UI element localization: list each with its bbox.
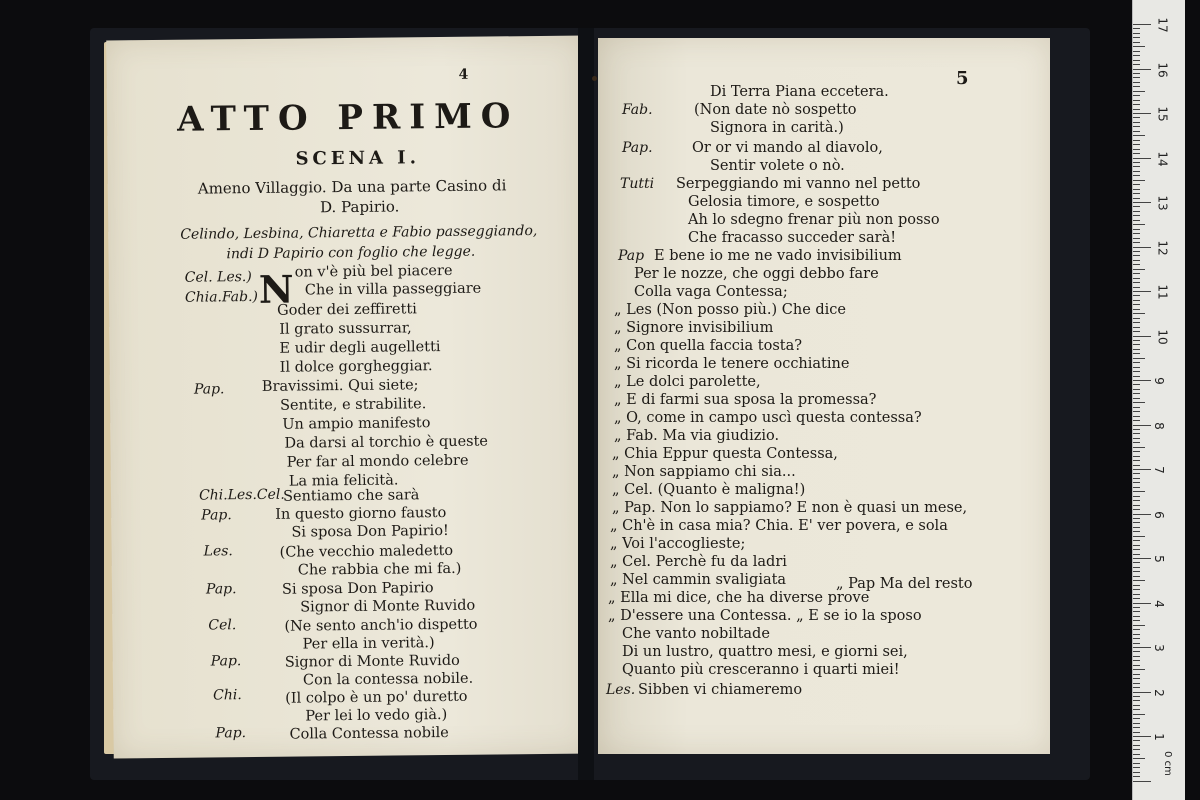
ruler-tick	[1133, 28, 1140, 29]
verse-line: (Ne sento anch'io dispetto	[284, 616, 478, 635]
ruler-tick	[1133, 389, 1140, 390]
ruler-number: 11	[1155, 284, 1170, 300]
ruler-tick	[1133, 496, 1140, 497]
verse-line: „ Cel. Perchè fu da ladri	[610, 554, 787, 570]
ruler-tick	[1133, 100, 1140, 101]
ruler-tick	[1133, 692, 1151, 693]
verse-line: Si sposa Don Papirio	[281, 580, 434, 598]
speaker-label: Cel.	[208, 617, 237, 634]
ruler-tick	[1133, 171, 1140, 172]
verse-line: Signora in carità.)	[710, 120, 844, 136]
ruler-tick	[1133, 745, 1140, 746]
ruler-tick	[1133, 482, 1140, 483]
ruler-tick	[1133, 425, 1151, 426]
verse-line: „ Pap Ma del resto	[836, 576, 973, 592]
ruler-tick	[1133, 91, 1145, 92]
speaker-label: Chia.Fab.)	[184, 288, 259, 306]
ruler-tick	[1133, 665, 1140, 666]
ruler-number: 16	[1155, 61, 1170, 78]
ruler-tick	[1133, 634, 1140, 635]
ruler-tick	[1133, 781, 1151, 782]
verse-line: E bene io me ne vado invisibilium	[654, 248, 902, 264]
verse-line: Sentir volete o nò.	[710, 158, 845, 174]
verse-line: „ Ella mi dice, che ha diverse prove	[608, 590, 870, 606]
ruler-tick	[1133, 411, 1140, 412]
ruler-tick	[1133, 109, 1140, 110]
ruler-tick	[1133, 24, 1151, 25]
ruler-tick	[1133, 491, 1145, 492]
speaker-label: Les.	[606, 682, 636, 698]
ruler-tick	[1133, 131, 1140, 132]
ruler-number: 13	[1155, 195, 1170, 211]
speaker-label: Pap.	[193, 381, 225, 398]
verse-line: „ Voi l'accoglieste;	[610, 536, 746, 552]
ruler-tick	[1133, 380, 1151, 381]
verse-line: Quanto più cresceranno i quarti miei!	[622, 662, 900, 678]
ruler-tick	[1133, 700, 1140, 701]
ruler-tick	[1133, 562, 1140, 563]
ruler-tick	[1133, 229, 1140, 230]
ruler-number: 5	[1151, 555, 1166, 563]
ruler-tick	[1133, 260, 1140, 261]
ruler-tick	[1133, 340, 1140, 341]
ruler-tick	[1133, 206, 1140, 207]
ruler-tick	[1133, 616, 1140, 617]
verse-line: Di Terra Piana eccetera.	[710, 84, 889, 100]
speaker-label: Les.	[203, 543, 233, 560]
verse-line: Signor di Monte Ruvido	[300, 597, 476, 616]
right-page-number: 5	[956, 68, 969, 89]
ruler-tick	[1133, 300, 1140, 301]
ruler-tick	[1133, 420, 1140, 421]
ruler-tick	[1133, 398, 1140, 399]
ruler-tick	[1133, 126, 1140, 127]
ruler-tick	[1133, 175, 1140, 176]
ruler-tick	[1133, 180, 1145, 181]
speaker-label: Chi.	[213, 687, 242, 704]
verse-line: „ Ch'è in casa mia? Chia. E' ver povera, e sola	[610, 518, 948, 534]
ruler-tick	[1133, 620, 1140, 621]
ruler-tick	[1133, 460, 1140, 461]
ruler-tick	[1133, 607, 1140, 608]
verse-line: Da darsi al torchio è queste	[284, 433, 489, 452]
ruler-tick	[1133, 554, 1140, 555]
ruler-number: 9	[1151, 377, 1166, 385]
ruler-tick	[1133, 149, 1140, 150]
verse-line: Ah lo sdegno frenar più non posso	[688, 212, 940, 228]
ruler-tick	[1133, 318, 1140, 319]
verse-line: Si sposa Don Papirio!	[291, 522, 449, 541]
ruler-tick	[1133, 51, 1140, 52]
ruler-tick	[1133, 718, 1140, 719]
verse-line: „ Cel. (Quanto è maligna!)	[612, 482, 806, 498]
ruler-tick	[1133, 407, 1140, 408]
ruler-tick	[1133, 660, 1140, 661]
ruler-tick	[1133, 255, 1140, 256]
ruler-tick	[1133, 465, 1140, 466]
ruler-tick	[1133, 758, 1145, 759]
ruler-tick	[1133, 589, 1140, 590]
ruler-unit-label: 0 cm	[1161, 751, 1173, 776]
verse-line: Per far al mondo celebre	[286, 452, 469, 471]
speaker-label: Pap.	[205, 581, 237, 598]
ruler-tick	[1133, 344, 1140, 345]
verse-line: Che rabbia che mi fa.)	[297, 560, 462, 579]
speaker-label: Chi.Les.Cel.	[198, 486, 285, 504]
ruler-number: 2	[1151, 688, 1166, 697]
speaker-label: Fab.	[622, 102, 653, 118]
verse-line: La mia felicità.	[288, 472, 399, 490]
verse-line: Gelosia timore, e sospetto	[688, 194, 880, 210]
ruler-tick	[1133, 763, 1140, 764]
ruler-tick	[1133, 140, 1140, 141]
ruler-tick	[1133, 336, 1151, 337]
ruler-tick	[1133, 651, 1140, 652]
ruler-tick	[1133, 678, 1140, 679]
ruler-tick	[1133, 122, 1140, 123]
ruler-tick	[1133, 500, 1140, 501]
setting-line-1: Ameno Villaggio. Da una parte Casino di	[197, 176, 507, 198]
ruler-tick	[1133, 522, 1140, 523]
ruler-tick	[1133, 696, 1140, 697]
drop-cap: N	[258, 266, 294, 312]
ruler-tick	[1133, 242, 1140, 243]
ruler-tick	[1133, 233, 1140, 234]
ruler-tick	[1133, 211, 1140, 212]
ruler-tick	[1133, 215, 1140, 216]
ruler-tick	[1133, 514, 1151, 515]
ruler-tick	[1133, 580, 1145, 581]
ruler-tick	[1133, 393, 1140, 394]
verse-line: Bravissimi. Qui siete;	[261, 377, 419, 395]
ruler-tick	[1133, 42, 1140, 43]
speaker-label: Pap.	[215, 725, 247, 742]
ruler-tick	[1133, 309, 1140, 310]
ruler-tick	[1133, 594, 1140, 595]
ruler-tick	[1133, 509, 1140, 510]
ruler-tick	[1133, 643, 1140, 644]
ruler-tick	[1133, 358, 1145, 359]
ruler-tick	[1133, 478, 1140, 479]
ruler-tick	[1133, 349, 1140, 350]
ruler-tick	[1133, 202, 1151, 203]
verse-line: „ O, come in campo uscì questa contessa?	[614, 410, 922, 426]
verse-line: Che in villa passeggiare	[304, 280, 482, 299]
ruler-tick	[1133, 429, 1140, 430]
speaker-label: Pap	[618, 248, 645, 264]
verse-line: Per ella in verità.)	[302, 635, 435, 653]
verse-line: Un ampio manifesto	[282, 415, 431, 433]
ruler-tick	[1133, 64, 1140, 65]
ruler-tick	[1133, 576, 1140, 577]
ruler-tick	[1133, 629, 1140, 630]
ruler-tick	[1133, 224, 1145, 225]
verse-line: Con la contessa nobile.	[302, 670, 474, 689]
ruler-number: 7	[1151, 466, 1166, 474]
characters-line-2: indi D Papirio con foglio che legge.	[226, 243, 476, 263]
ruler-tick	[1133, 384, 1140, 385]
left-page-number: 4	[458, 66, 469, 83]
ruler-tick	[1133, 772, 1140, 773]
ruler-tick	[1133, 184, 1140, 185]
verse-line: Che vanto nobiltade	[622, 626, 770, 642]
verse-line: „ Pap. Non lo sappiamo? E non è quasi un mese,	[612, 500, 968, 516]
ruler-tick	[1133, 567, 1140, 568]
verse-line: (Il colpo è un po' duretto	[285, 688, 468, 707]
ruler-tick	[1133, 558, 1151, 559]
ruler-tick	[1133, 327, 1140, 328]
ruler-tick	[1133, 540, 1140, 541]
ruler-tick	[1133, 754, 1140, 755]
verse-line: „ Nel cammin svaligiata	[610, 572, 787, 588]
verse-line: Or or vi mando al diavolo,	[692, 140, 883, 156]
verse-line: Per lei lo vedo già.)	[305, 706, 448, 725]
ruler-tick	[1133, 598, 1140, 599]
ruler-tick	[1133, 487, 1140, 488]
ruler-tick	[1133, 193, 1140, 194]
verse-line: Che fracasso succeder sarà!	[688, 230, 897, 246]
ruler-tick	[1133, 264, 1140, 265]
ruler-tick	[1133, 371, 1140, 372]
ruler-tick	[1133, 104, 1140, 105]
verse-line: Serpeggiando mi vanno nel petto	[676, 176, 921, 192]
ruler-tick	[1133, 247, 1151, 248]
ruler-number: 6	[1151, 510, 1166, 519]
ruler-tick	[1133, 723, 1140, 724]
ruler-tick	[1133, 304, 1140, 305]
ruler-tick	[1133, 73, 1140, 74]
ruler-tick	[1133, 273, 1140, 274]
ruler-tick	[1133, 166, 1140, 167]
verse-line: Sibben vi chiameremo	[638, 682, 803, 698]
ruler-tick	[1133, 331, 1140, 332]
ruler-tick	[1133, 113, 1151, 114]
verse-line: „ Si ricorda le tenere occhiatine	[614, 356, 850, 372]
ruler-tick	[1133, 269, 1145, 270]
ruler-tick	[1133, 709, 1140, 710]
ruler-tick	[1133, 456, 1140, 457]
verse-line: „ Con quella faccia tosta?	[614, 338, 803, 354]
ruler-tick	[1133, 33, 1140, 34]
verse-line: Sentite, e strabilite.	[280, 396, 427, 414]
ruler-tick	[1133, 278, 1140, 279]
verse-line: „ Les (Non posso più.) Che dice	[614, 302, 847, 318]
ruler-tick	[1133, 732, 1140, 733]
ruler-number: 17	[1155, 17, 1170, 33]
verse-line: Goder dei zeffiretti	[277, 301, 417, 319]
ruler-tick	[1133, 469, 1151, 470]
book-spine	[578, 28, 594, 780]
verse-line: Colla Contessa nobile	[289, 724, 449, 743]
ruler-tick	[1133, 69, 1151, 70]
act-title: ATTO PRIMO	[176, 96, 520, 140]
ruler-tick	[1133, 46, 1145, 47]
ruler-tick	[1133, 95, 1140, 96]
ruler-tick	[1133, 416, 1140, 417]
ruler-tick	[1133, 158, 1151, 159]
verse-line: „ D'essere una Contessa. „ E se io la sposo	[608, 608, 922, 624]
verse-line: „ Signore invisibilium	[614, 320, 774, 336]
ruler-tick	[1133, 571, 1140, 572]
ruler-tick	[1133, 638, 1140, 639]
ruler-tick	[1133, 536, 1145, 537]
ruler-tick	[1133, 376, 1140, 377]
ruler-tick	[1133, 144, 1140, 145]
verse-line: „ E di farmi sua sposa la promessa?	[614, 392, 877, 408]
ruler-tick	[1133, 505, 1140, 506]
ruler-tick	[1133, 527, 1140, 528]
ruler-tick	[1133, 776, 1140, 777]
ruler-tick	[1133, 705, 1140, 706]
binding-hole	[592, 76, 597, 81]
ruler-tick	[1133, 518, 1140, 519]
speaker-label: Tutti	[620, 176, 655, 192]
speaker-label: Cel. Les.)	[184, 269, 252, 286]
measurement-ruler	[1132, 0, 1185, 800]
ruler-tick	[1133, 60, 1140, 61]
ruler-tick	[1133, 647, 1151, 648]
verse-line: Signor di Monte Ruvido	[284, 652, 460, 671]
verse-line: E udir degli augelletti	[279, 339, 441, 357]
ruler-tick	[1133, 736, 1151, 737]
ruler-tick	[1133, 669, 1145, 670]
ruler-tick	[1133, 313, 1145, 314]
ruler-tick	[1133, 767, 1140, 768]
ruler-tick	[1133, 251, 1140, 252]
verse-line: In questo giorno fausto	[275, 504, 447, 523]
ruler-tick	[1133, 447, 1145, 448]
ruler-number: 1	[1151, 733, 1166, 741]
ruler-tick	[1133, 287, 1140, 288]
ruler-tick	[1133, 55, 1140, 56]
speaker-label: Pap.	[622, 140, 653, 156]
ruler-tick	[1133, 740, 1140, 741]
verse-line: Il grato sussurrar,	[279, 320, 412, 338]
ruler-tick	[1133, 367, 1140, 368]
ruler-tick	[1133, 433, 1140, 434]
ruler-tick	[1133, 714, 1145, 715]
ruler-tick	[1133, 687, 1140, 688]
verse-line: Il dolce gorgheggiar.	[279, 358, 433, 376]
ruler-tick	[1133, 86, 1140, 87]
ruler-tick	[1133, 749, 1140, 750]
verse-line: „ Chia Eppur questa Contessa,	[612, 446, 838, 462]
speaker-label: Pap.	[201, 507, 232, 524]
ruler-tick	[1133, 549, 1140, 550]
ruler-tick	[1133, 198, 1140, 199]
characters-line-1: Celindo, Lesbina, Chiaretta e Fabio passeggiando,	[180, 223, 538, 243]
speaker-label: Pap.	[210, 653, 242, 670]
ruler-number: 15	[1155, 106, 1170, 122]
ruler-tick	[1133, 362, 1140, 363]
ruler-tick	[1133, 291, 1151, 292]
verse-line: on v'è più bel piacere	[294, 262, 453, 281]
verse-line: (Che vecchio maledetto	[279, 542, 454, 561]
ruler-tick	[1133, 611, 1140, 612]
ruler-tick	[1133, 135, 1145, 136]
ruler-number: 4	[1151, 599, 1166, 608]
verse-line: Colla vaga Contessa;	[634, 284, 788, 300]
ruler-number: 3	[1151, 644, 1166, 652]
ruler-number: 14	[1155, 150, 1170, 167]
ruler-tick	[1133, 153, 1140, 154]
ruler-number: 8	[1151, 421, 1166, 430]
scene-title: SCENA I.	[295, 147, 421, 170]
verse-line: Sentiamo che sarà	[282, 487, 420, 505]
ruler-tick	[1133, 117, 1140, 118]
setting-line-2: D. Papirio.	[319, 197, 400, 217]
ruler-tick	[1133, 353, 1140, 354]
right-page	[598, 38, 1050, 754]
verse-line: Di un lustro, quattro mesi, e giorni sei,	[622, 644, 908, 660]
ruler-tick	[1133, 674, 1140, 675]
ruler-tick	[1133, 442, 1140, 443]
ruler-tick	[1133, 295, 1140, 296]
ruler-tick	[1133, 683, 1140, 684]
ruler-tick	[1133, 625, 1145, 626]
ruler-number: 12	[1155, 239, 1170, 256]
verse-line: (Non date nò sospetto	[694, 102, 857, 118]
ruler-tick	[1133, 322, 1140, 323]
verse-line: „ Non sappiamo chi sia...	[612, 464, 796, 480]
ruler-tick	[1133, 82, 1140, 83]
ruler-number: 10	[1155, 328, 1170, 345]
ruler-tick	[1133, 438, 1140, 439]
ruler-tick	[1133, 162, 1140, 163]
ruler-tick	[1133, 585, 1140, 586]
ruler-tick	[1133, 656, 1140, 657]
ruler-tick	[1133, 238, 1140, 239]
ruler-tick	[1133, 603, 1151, 604]
ruler-tick	[1133, 77, 1140, 78]
ruler-tick	[1133, 189, 1140, 190]
ruler-tick	[1133, 531, 1140, 532]
verse-line: „ Le dolci parolette,	[614, 374, 761, 390]
ruler-tick	[1133, 451, 1140, 452]
ruler-tick	[1133, 220, 1140, 221]
ruler-tick	[1133, 282, 1140, 283]
ruler-tick	[1133, 402, 1145, 403]
ruler-tick	[1133, 545, 1140, 546]
verse-line: „ Fab. Ma via giudizio.	[614, 428, 780, 444]
ruler-tick	[1133, 727, 1140, 728]
verse-line: Per le nozze, che oggi debbo fare	[634, 266, 879, 282]
left-page	[106, 36, 591, 759]
ruler-tick	[1133, 473, 1140, 474]
ruler-tick	[1133, 37, 1140, 38]
